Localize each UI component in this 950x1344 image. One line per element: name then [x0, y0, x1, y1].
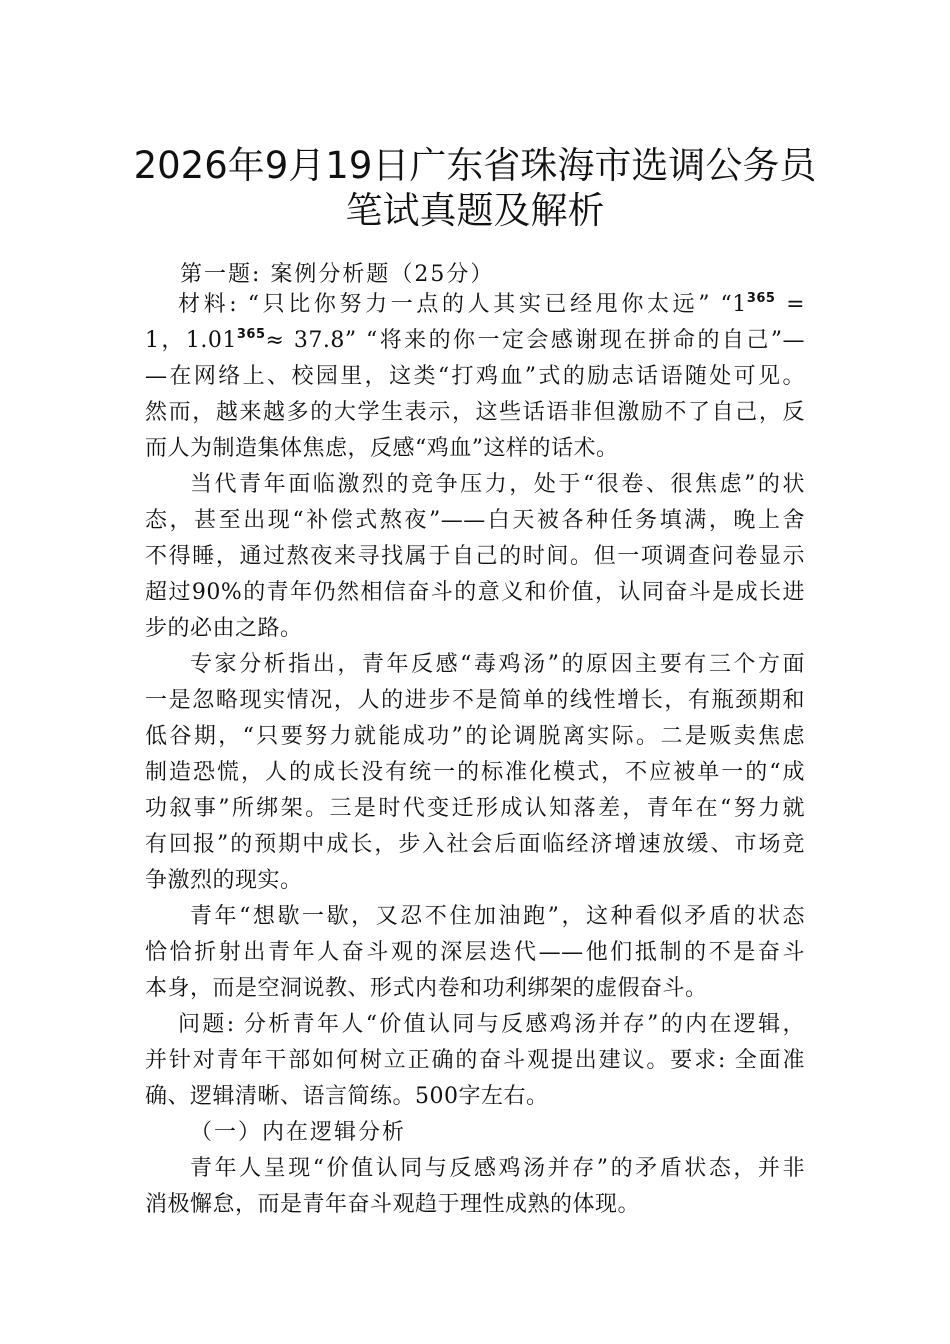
- answer-line-2: 消极懈怠，而是青年奋斗观趋于理性成熟的体现。: [145, 1192, 641, 1217]
- section-1-heading: （一）内在逻辑分析: [190, 1120, 407, 1145]
- question-line-1: 问题: 分析青年人“价值认同与反感鸡汤并存”的内在逻辑，: [178, 1012, 805, 1037]
- paragraph-3-line-2: 一是忽略现实情况，人的进步不是简单的线性增长，有瓶颈期和: [145, 688, 805, 713]
- document-title-line-2: 笔试真题及解析: [345, 189, 605, 232]
- paragraph-3-line-7: 争激烈的现实。: [145, 868, 303, 893]
- exponent: 365: [746, 291, 776, 306]
- material-line-5: 而人为制造集体焦虑，反感“鸡血”这样的话术。: [145, 436, 619, 461]
- material-line-1: [178, 286, 805, 323]
- exponent: 365: [236, 327, 266, 342]
- question-line-3: 确、逻辑清晰、语言简练。500字左右。: [145, 1084, 549, 1109]
- question-line-2: 并针对青年干部如何树立正确的奋斗观提出建议。要求: 全面准: [145, 1048, 805, 1073]
- paragraph-2-line-3: 不得睡，通过熬夜来寻找属于自己的时间。但一项调查问卷显示: [145, 544, 805, 569]
- material-line-4: 然而，越来越多的大学生表示，这些话语非但激励不了自己，反: [145, 400, 805, 425]
- answer-line-1: 青年人呈现“价值认同与反感鸡汤并存”的矛盾状态，并非: [190, 1156, 805, 1181]
- document-title-line-1: 2026年9月19日广东省珠海市选调公务员: [133, 144, 817, 187]
- paragraph-3-line-1: 专家分析指出，青年反感“毒鸡汤”的原因主要有三个方面: [190, 652, 805, 677]
- paragraph-2-line-5: 步的必由之路。: [145, 616, 303, 641]
- material-line-3: —在网络上、校园里，这类“打鸡血”式的励志话语随处可见。: [145, 364, 805, 389]
- paragraph-3-line-4: 制造恐慌，人的成长没有统一的标准化模式，不应被单一的“成: [145, 760, 805, 785]
- paragraph-4-line-3: 本身，而是空洞说教、形式内卷和功利绑架的虚假奋斗。: [145, 976, 708, 1001]
- material-line-2-tail: ≈ 37.8” “将来的你一定会感谢现在拼命的自己”—: [265, 328, 806, 353]
- paragraph-3-line-5: 功叙事”所绑架。三是时代变迁形成认知落差，青年在“努力就: [145, 796, 805, 821]
- material-line-2: [145, 322, 805, 359]
- material-line-2-text: 1，1.01: [145, 328, 237, 353]
- paragraph-4-line-2: 恰恰折射出青年人奋斗观的深层迭代——他们抵制的不是奋斗: [145, 940, 805, 965]
- paragraph-2-line-1: 当代青年面临激烈的竞争压力，处于“很卷、很焦虑”的状: [190, 472, 805, 497]
- paragraph-2-line-4: 超过90%的青年仍然相信奋斗的意义和价值，认同奋斗是成长进: [145, 580, 805, 605]
- material-line-1-tail: =: [775, 292, 806, 317]
- paragraph-4-line-1: 青年“想歇一歇，又忍不住加油跑”，这种看似矛盾的状态: [190, 904, 805, 929]
- material-line-1-text: 材料: “只比你努力一点的人其实已经甩你太远” “1: [178, 292, 747, 317]
- question1-heading: 第一题: 案例分析题（25分）: [180, 262, 495, 287]
- paragraph-3-line-6: 有回报”的预期中成长，步入社会后面临经济增速放缓、市场竞: [145, 832, 805, 857]
- paragraph-3-line-3: 低谷期，“只要努力就能成功”的论调脱离实际。二是贩卖焦虑: [145, 724, 805, 749]
- paragraph-2-line-2: 态，甚至出现“补偿式熬夜”——白天被各种任务填满，晚上舍: [145, 508, 805, 533]
